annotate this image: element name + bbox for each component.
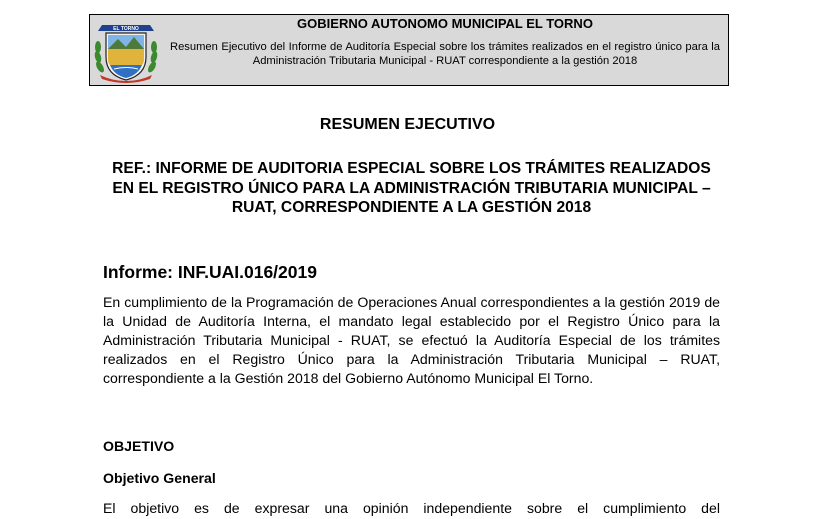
report-number: Informe: INF.UAI.016/2019 bbox=[103, 262, 317, 282]
header-title: GOBIERNO AUTONOMO MUNICIPAL EL TORNO bbox=[297, 16, 593, 31]
subsection-heading-objetivo-general: Objetivo General bbox=[103, 470, 216, 486]
header-subtitle: Resumen Ejecutivo del Informe de Auditoría Especial sobre los trámites realizados en el registro único para la Administración Tributaria Municipal - RUAT correspondiente a la gestión 2018 bbox=[170, 41, 720, 67]
section-heading-objetivo: OBJETIVO bbox=[103, 438, 175, 454]
svg-text:EL TORNO: EL TORNO bbox=[113, 26, 139, 32]
document-title: RESUMEN EJECUTIVO bbox=[319, 116, 496, 133]
introduction-paragraph: En cumplimiento de la Programación de Operaciones Anual correspondientes a la gestión 2019 de la Unidad de Auditoría Interna, el mandato legal establecido por el Registro Único para la Administración Tributaria Municipal - RUAT, se efectuó la Auditoría Especial de los trámites realizados en el Registro Único para la Administración Tributaria Municipal – RUAT, correspondiente a la Gestión 2018 del Gobierno Autónomo Municipal El Torno. bbox=[103, 294, 720, 387]
municipal-coat-of-arms-logo bbox=[92, 17, 160, 83]
reference-heading: REF.: INFORME DE AUDITORIA ESPECIAL SOBRE LOS TRÁMITES REALIZADOS EN EL REGISTRO ÚNICO PARA LA ADMINISTRACIÓN TRIBUTARIA MUNICIPAL – RUAT, CORRESPONDIENTE A LA GESTIÓN 2018 bbox=[112, 160, 711, 216]
objective-paragraph: El objetivo es de expresar una opinión independiente sobre el cumplimiento del bbox=[103, 500, 720, 516]
document-header bbox=[89, 14, 729, 86]
